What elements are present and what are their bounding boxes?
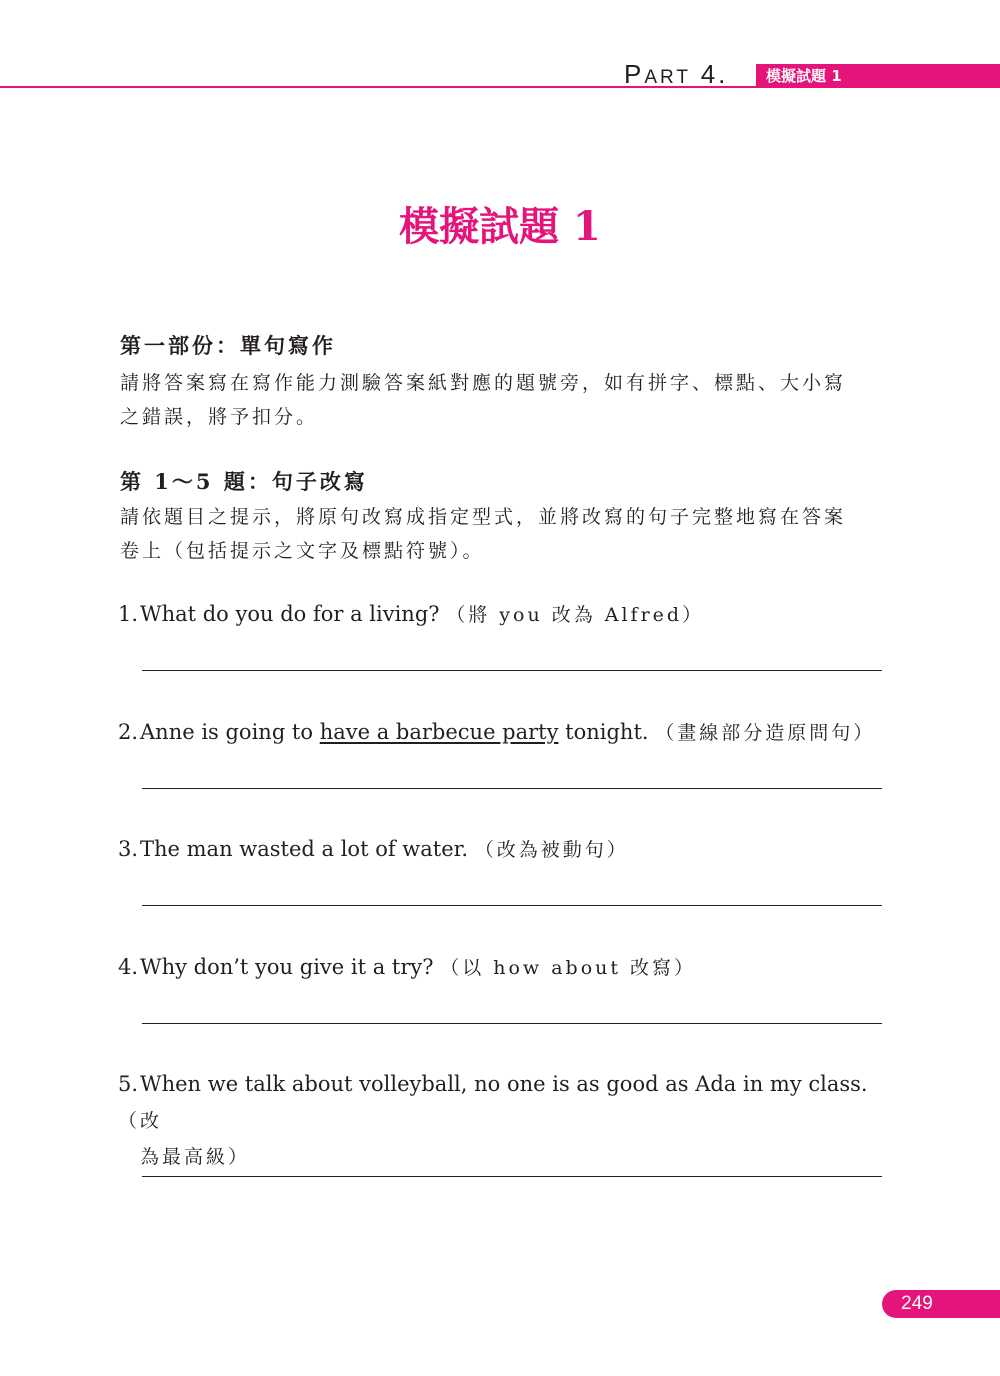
question-number: 1. [118,602,139,626]
question-hint: （以 how about 改寫） [440,957,697,979]
question-text: What do you do for a living? [140,602,440,626]
question-hint: （改為被動句） [474,839,629,861]
question-hint: （將 you 改為 Alfred） [446,604,705,626]
question-text-before: Anne is going to [140,720,320,744]
question-number: 5. [118,1072,139,1096]
questions-instr-line2: 卷上（包括提示之文字及標點符號）。 [120,540,485,562]
underlined-phrase: have a barbecue party [319,720,559,744]
question-3 [118,831,884,868]
question-4 [118,949,884,986]
answer-line-4[interactable] [142,1023,882,1024]
part-label-initial: P [624,59,645,89]
part-label-number: 4. [700,59,729,89]
question-text: Why don’t you give it a try? [140,955,434,979]
question-1 [118,596,884,633]
question-text: When we talk about volleyball, no one is as good as Ada in my class. [140,1072,868,1096]
part-label-rest: ART [644,67,692,88]
part1-instr-line1: 請將答案寫在寫作能力測驗答案紙對應的題號旁，如有拼字、標點、大小寫 [120,372,847,394]
part-label [624,60,728,88]
question-hint: （畫線部分造原問句） [655,722,876,744]
part1-instructions [120,366,882,434]
question-2 [118,714,884,751]
question-number: 3. [118,837,139,861]
questions-heading: 第 1～5 題：句子改寫 [120,469,368,494]
part1-instr-line2: 之錯誤，將予扣分。 [120,406,319,428]
question-hint-end: 為最高級） [140,1146,251,1168]
page-title: 模擬試題 1 [399,203,601,250]
questions-instr-line1: 請依題目之提示，將原句改寫成指定型式，並將改寫的句子完整地寫在答案 [120,506,847,528]
part1-heading: 第一部份：單句寫作 [120,333,336,358]
answer-line-2[interactable] [142,788,882,789]
page-number: 249 [901,1293,933,1314]
question-text: The man wasted a lot of water. [140,837,469,861]
question-number: 2. [118,720,139,744]
section-tag: 模擬試題 1 [756,64,1000,88]
question-text-after: tonight. [558,720,649,744]
answer-line-1[interactable] [142,670,882,671]
question-hint-start: （改 [118,1110,163,1132]
questions-instructions [120,500,882,568]
answer-line-3[interactable] [142,905,882,906]
question-5 [118,1066,884,1175]
question-number: 4. [118,955,139,979]
answer-line-5[interactable] [142,1176,882,1177]
